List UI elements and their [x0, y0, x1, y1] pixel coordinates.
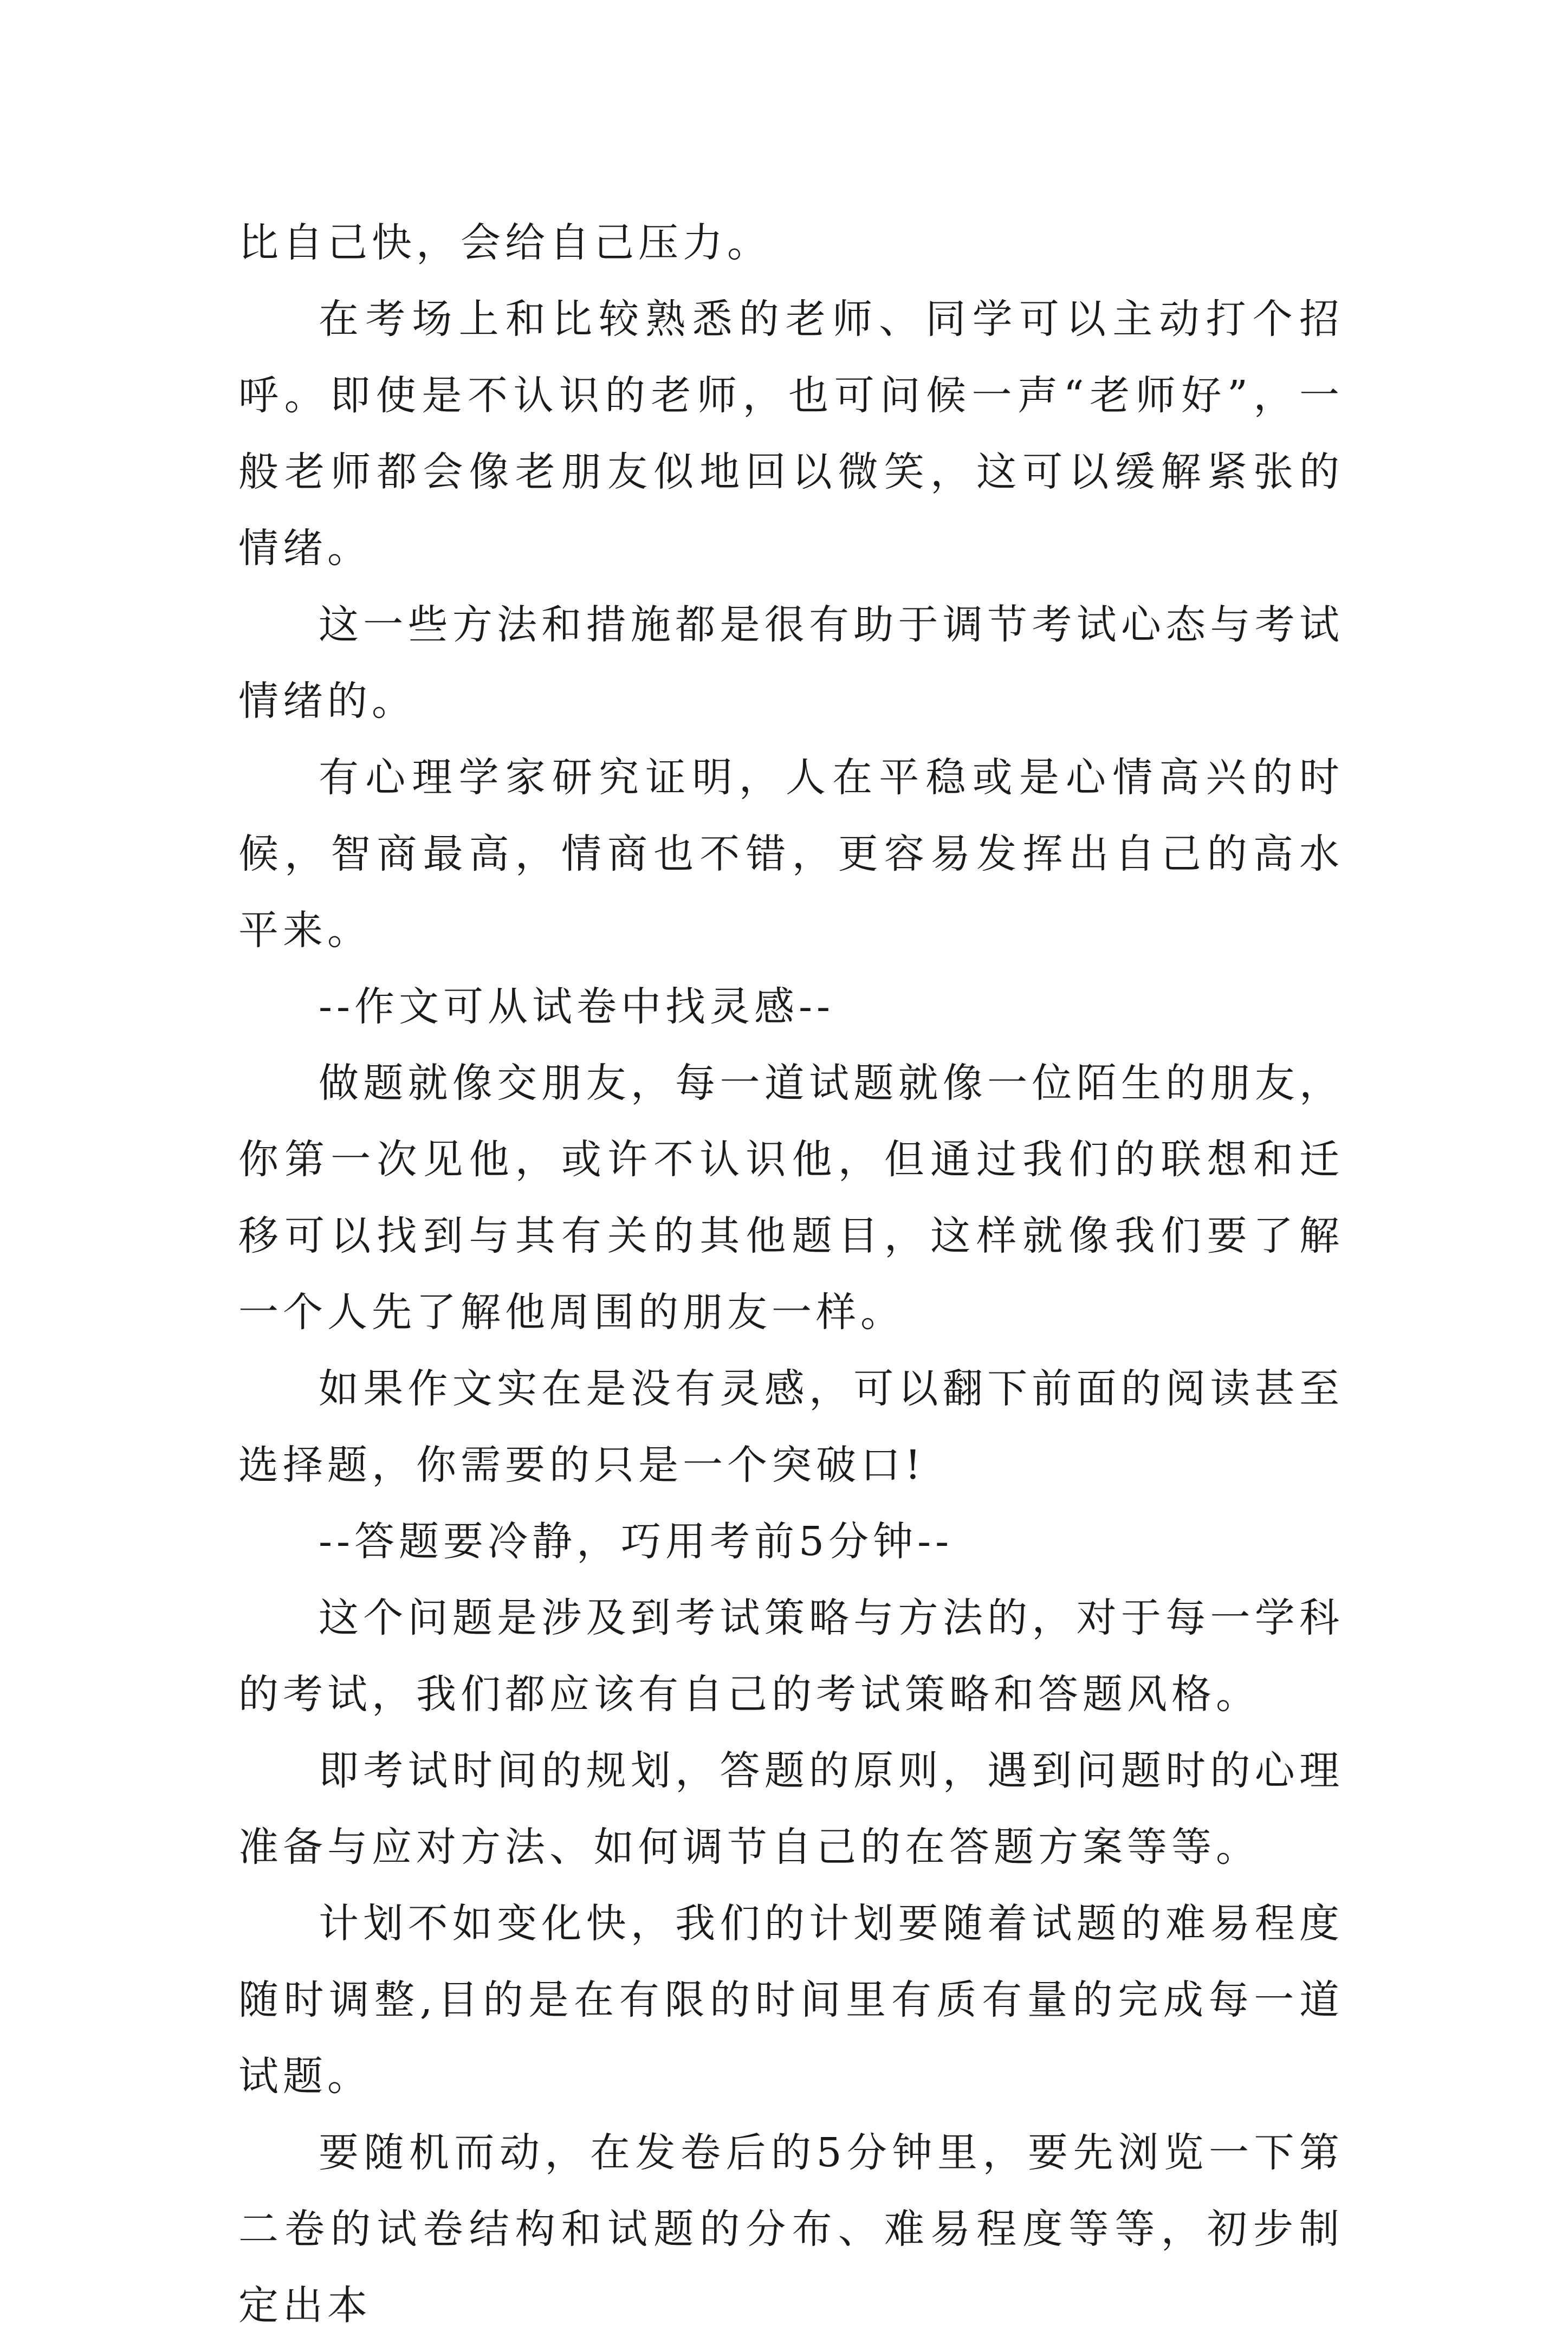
paragraph-3: 这一些方法和措施都是很有助于调节考试心态与考试情绪的。 — [238, 601, 1344, 724]
section-heading-answering: --答题要冷静，巧用考前5分钟-- — [319, 1518, 954, 1565]
paragraph-10: 即考试时间的规划，答题的原则，遇到问题时的心理准备与应对方法、如何调节自己的在答题方案等等。 — [238, 1747, 1344, 1870]
document-body — [238, 205, 1344, 2344]
paragraph-11: 计划不如变化快，我们的计划要随着试题的难易程度随时调整,目的是在有限的时间里有质有量的完成每一道试题。 — [238, 1900, 1344, 2100]
paragraph-9: 这个问题是涉及到考试策略与方法的，对于每一学科的考试，我们都应该有自己的考试策略和答题风格。 — [238, 1595, 1344, 1718]
paragraph-4: 有心理学家研究证明，人在平稳或是心情高兴的时候，智商最高，情商也不错，更容易发挥出自己的高水平来。 — [238, 754, 1344, 954]
paragraph-6: 做题就像交朋友，每一道试题就像一位陌生的朋友，你第一次见他，或许不认识他，但通过我们的联想和迁移可以找到与其有关的其他题目，这样就像我们要了解一个人先了解他周围的朋友一样。 — [238, 1060, 1344, 1336]
paragraph-7: 如果作文实在是没有灵感，可以翻下前面的阅读甚至选择题，你需要的只是一个突破口! — [238, 1365, 1344, 1488]
paragraph-12: 要随机而动，在发卷后的5分钟里，要先浏览一下第二卷的试卷结构和试题的分布、难易程度等等，初步制定出本 — [238, 2129, 1344, 2329]
paragraph-1: 比自己快，会给自己压力。 — [238, 219, 772, 266]
paragraph-2: 在考场上和比较熟悉的老师、同学可以主动打个招呼。即使是不认识的老师，也可问候一声“老师好”，一般老师都会像老朋友似地回以微笑，这可以缓解紧张的情绪。 — [238, 296, 1344, 572]
section-heading-composition: --作文可从试卷中找灵感-- — [319, 983, 835, 1030]
